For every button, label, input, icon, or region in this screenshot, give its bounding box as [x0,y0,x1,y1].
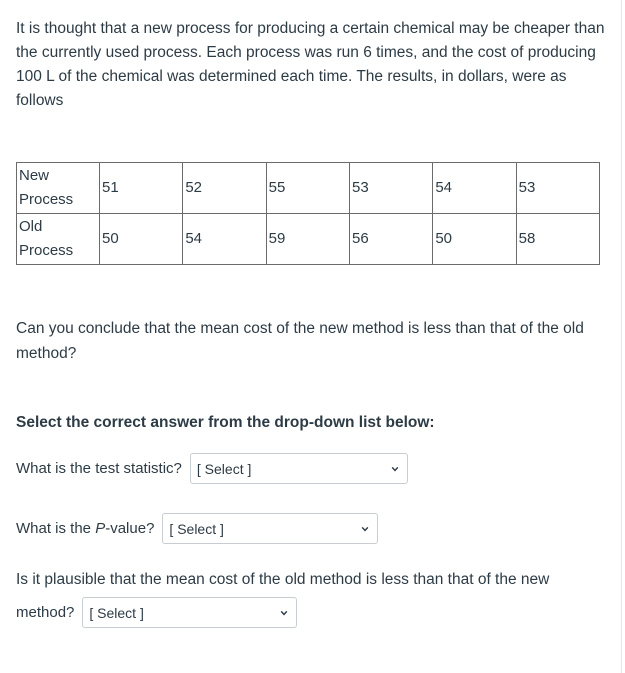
table-cell: 58 [516,214,599,265]
p-value-row [16,513,378,544]
table-cell: 52 [183,163,266,214]
question-paragraph: Can you conclude that the mean cost of the new method is less than that of the old method? [16,320,584,362]
table-row [17,163,600,214]
table-cell: 51 [100,163,183,214]
p-value-select[interactable] [162,513,378,544]
p-value-label: What is the P-value? [16,520,155,537]
instruction-heading: Select the correct answer from the drop-down list below: [16,414,435,431]
table-cell: 53 [349,163,432,214]
test-statistic-row [16,453,408,484]
table-cell: 50 [433,214,516,265]
intro-paragraph: It is thought that a new process for producing a certain chemical may be cheaper than the currently used process. Each process was run 6 times, and the cost of producing 100 L of the chemical was determined each time. The results, in dollars, were as follows [16,20,605,109]
table-cell: 53 [516,163,599,214]
select-value: [ Select ] [196,460,252,477]
select-value: [ Select ] [169,520,224,537]
select-value: [ Select ] [89,604,144,621]
table-cell: 56 [349,214,432,265]
chevron-down-icon [391,465,399,473]
test-statistic-select[interactable] [190,453,408,484]
table-cell: 54 [183,214,266,265]
chevron-down-icon [280,609,288,617]
page-right-border [621,0,622,673]
table-cell: 50 [100,214,183,265]
test-statistic-label: What is the test statistic? [16,460,182,477]
row-header: New Process [17,163,100,214]
plausible-question-text: Is it plausible that the mean cost of the old method is less than that of the new [16,571,550,588]
plausible-label: method? [16,604,75,621]
table-row [17,214,600,265]
table-cell: 59 [266,214,349,265]
chevron-down-icon [361,525,369,533]
plausible-row [16,597,297,628]
plausible-select[interactable] [82,597,297,628]
row-header: Old Process [17,214,100,265]
table-cell: 54 [433,163,516,214]
table-cell: 55 [266,163,349,214]
cost-data-table [16,162,600,265]
